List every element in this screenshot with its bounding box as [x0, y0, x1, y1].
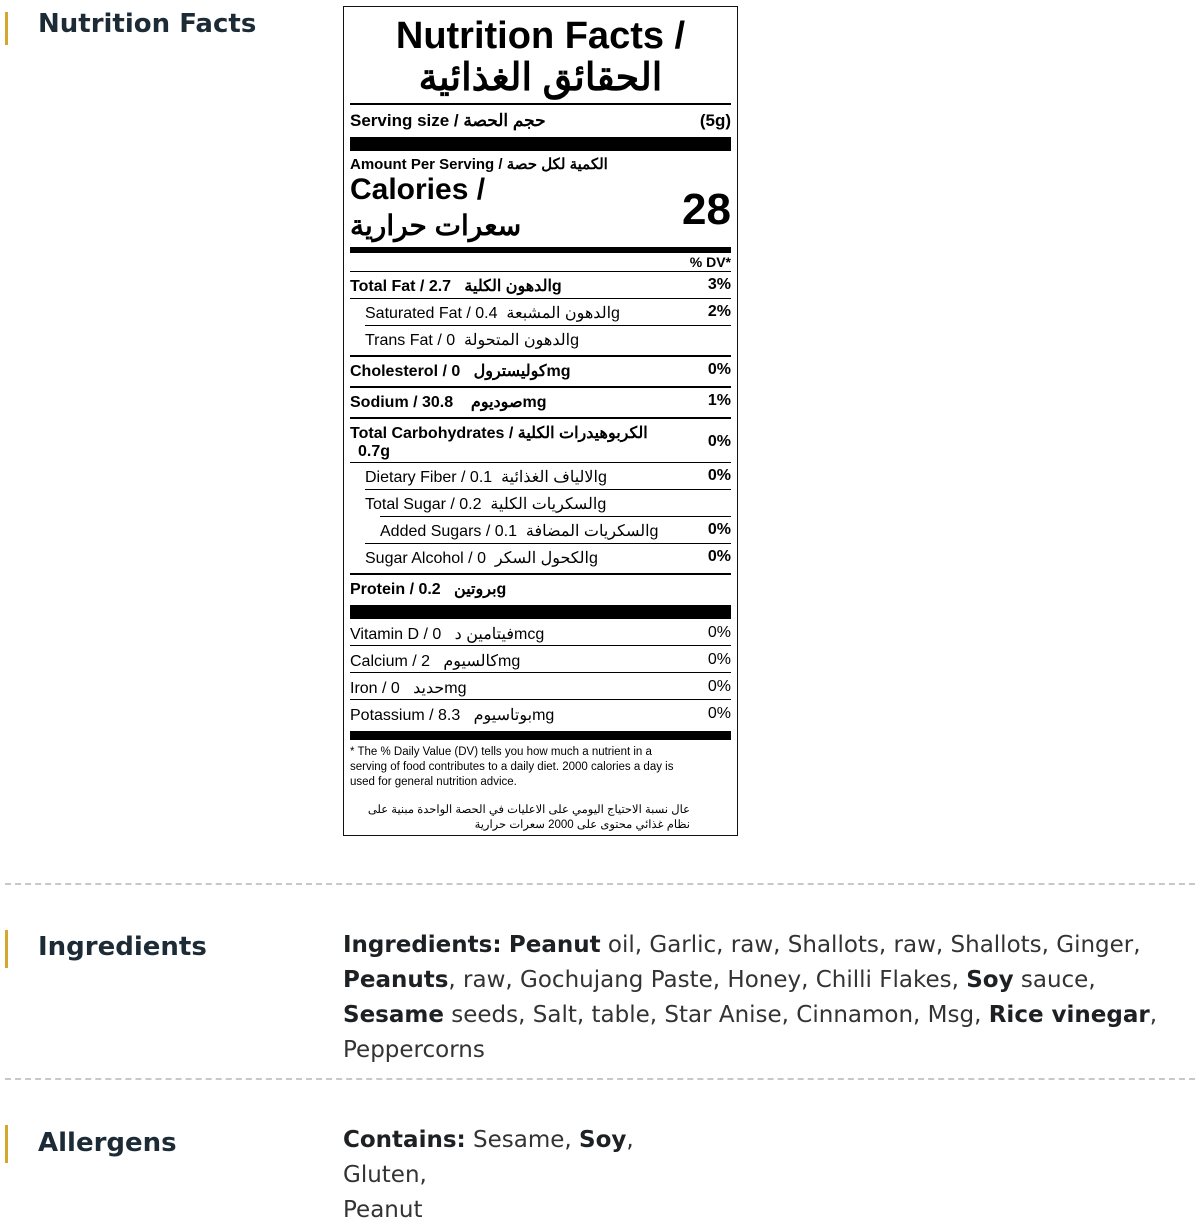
amount-per-serving: Amount Per Serving / الكمية لكل حصة [350, 156, 608, 173]
nutrient-dv: 0% [707, 548, 731, 565]
rule [350, 355, 731, 357]
nutrient-row [350, 494, 731, 514]
nutrient-name: Sugar Alcohol / الكحول السكر [365, 550, 589, 567]
section-divider [5, 1078, 1195, 1080]
thick-rule [350, 247, 731, 253]
vitamin-dv: 0% [707, 651, 731, 668]
nutrient-name: Sodium / صوديوم [350, 394, 523, 411]
thick-rule [350, 137, 731, 151]
serving-size-value: (5g) [699, 111, 731, 130]
ingredient-allergen: Peanuts [343, 967, 449, 993]
vitamin-row [350, 678, 731, 698]
nutrient-row [350, 467, 731, 487]
ingredient-allergen: Rice vinegar [988, 1002, 1150, 1028]
nutrient-row [350, 392, 731, 412]
rule [350, 417, 731, 419]
rule [350, 462, 731, 463]
nutrient-amount: 0g [446, 332, 579, 349]
section-title-allergens: Allergens [38, 1128, 177, 1158]
ingredient-allergen: Peanut [508, 932, 601, 958]
thick-rule [350, 605, 731, 619]
rule [350, 103, 731, 105]
nutrient-amount: 0.7g [358, 443, 391, 460]
nutrient-row [350, 361, 731, 381]
nutrition-facts-label [343, 6, 738, 836]
section-accent-bar [5, 1125, 8, 1163]
ingredient-text: seeds, Salt, table, Star Anise, Cinnamon, Msg, [443, 1002, 989, 1028]
vitamin-row [350, 624, 731, 644]
allergen-text: Sesame, [465, 1127, 580, 1153]
nutrient-name: Total Fat / الدهون الكلية [350, 278, 552, 295]
nutrient-row [350, 423, 731, 461]
vitamin-dv: 0% [707, 705, 731, 722]
ingredient-text: oil, Garlic, raw, Shallots, raw, Shallots, Ginger, [600, 932, 1141, 958]
nutrient-amount: 2.7g [428, 278, 562, 295]
nutrient-amount: 0.2g [418, 581, 507, 598]
section-title-ingredients: Ingredients [38, 932, 207, 962]
calories-value: 28 [682, 185, 731, 234]
nutrient-name: Saturated Fat / الدهون المشبعة [365, 305, 612, 322]
nutrient-dv: 0% [707, 361, 731, 378]
rule [350, 386, 731, 388]
calories-label-en: Calories / [350, 173, 486, 206]
vitamin-name: Calcium / كالسيوم [350, 653, 499, 670]
rule [350, 573, 731, 575]
nutrient-name: Total Sugar / السكريات الكلية [365, 496, 598, 513]
vitamin-row [350, 705, 731, 725]
nutrient-amount: 0.1g [469, 469, 607, 486]
section-title-nutrition: Nutrition Facts [38, 9, 257, 39]
nutrient-amount: 0.4g [475, 305, 620, 322]
ingredients-lead: Ingredients: [343, 932, 502, 958]
rule [365, 543, 731, 544]
ingredient-text: sauce, [1013, 967, 1096, 993]
section-accent-bar [5, 12, 8, 45]
nutrient-row [350, 548, 731, 568]
footnote-en: * The % Daily Value (DV) tells you how much a nutrient in a serving of food contributes to a daily diet. 2000 calories a day is used for general nutrition advice. [350, 746, 674, 788]
nutrient-dv: 0% [707, 433, 731, 450]
ingredients-text [343, 928, 1198, 1068]
serving-size-row [350, 111, 731, 131]
nutrient-name: Protein / بروتين [350, 581, 497, 598]
rule [350, 672, 731, 673]
nutrient-name: Added Sugars / السكريات المضافة [380, 523, 650, 540]
allergens-text [343, 1123, 703, 1228]
nutrient-name: Total Carbohydrates / الكربوهيدرات الكلية [350, 425, 648, 442]
vitamin-row [350, 651, 731, 671]
serving-size-label: Serving size / حجم الحصة [350, 111, 546, 130]
vitamin-dv: 0% [707, 624, 731, 641]
vitamin-name: Potassium / بوتاسيوم [350, 707, 533, 724]
ingredient-allergen: Sesame [343, 1002, 444, 1028]
allergen-text: , Gluten, [343, 1127, 634, 1188]
vitamin-amount: 8.3mg [438, 707, 555, 724]
dv-header: % DV* [689, 254, 731, 270]
nutrient-dv: 1% [707, 392, 731, 409]
vitamin-amount: 2mg [421, 653, 521, 670]
label-title-ar: الحقائق الغذائية [418, 57, 663, 99]
vitamin-name: Iron / حديد [350, 680, 445, 697]
nutrient-dv: 3% [707, 276, 731, 293]
section-accent-bar [5, 930, 8, 968]
nutrient-amount: 0g [477, 550, 598, 567]
allergen-text: Peanut [343, 1197, 423, 1223]
nutrient-dv: 0% [707, 467, 731, 484]
vitamin-amount: 0mg [390, 680, 467, 697]
nutrient-name: Dietary Fiber / الالياف الغذائية [365, 469, 598, 486]
thick-rule [350, 731, 731, 740]
calories-label-ar: سعرات حرارية [350, 210, 522, 241]
nutrient-amount: 0.2g [459, 496, 607, 513]
nutrient-row [350, 579, 731, 599]
rule [350, 298, 731, 299]
nutrient-amount: 0mg [451, 363, 571, 380]
footnote-ar: عال نسبة الاحتياج اليومي على الاعليات في الحصة الواحدة مبنية على نظام غذائي محتوى على 2000 سعرات حرارية [367, 804, 690, 831]
nutrient-amount: 0.1g [494, 523, 659, 540]
nutrient-row [350, 521, 731, 541]
allergen-bold: Soy [579, 1127, 627, 1153]
label-title-en: Nutrition Facts / [395, 15, 686, 57]
ingredient-text: , Peppercorns [343, 1002, 1158, 1063]
ingredient-allergen: Soy [966, 967, 1014, 993]
ingredient-text: , raw, Gochujang Paste, Honey, Chilli Flakes, [448, 967, 967, 993]
vitamin-dv: 0% [707, 678, 731, 695]
vitamin-amount: 0mcg [432, 626, 545, 643]
allergens-lead: Contains: [343, 1127, 466, 1153]
nutrient-name: Trans Fat / الدهون المتحولة [365, 332, 571, 349]
rule [350, 699, 731, 700]
vitamin-name: Vitamin D / فيتامين د [350, 626, 514, 643]
nutrient-row [350, 330, 731, 350]
nutrient-row [350, 303, 731, 323]
nutrient-dv: 2% [707, 303, 731, 320]
rule [380, 516, 731, 517]
nutrient-dv: 0% [707, 521, 731, 538]
rule [365, 325, 731, 326]
nutrient-amount: 30.8mg [422, 394, 547, 411]
nutrient-row [350, 276, 731, 296]
rule [350, 271, 731, 272]
section-divider [5, 883, 1195, 885]
rule [365, 489, 731, 490]
nutrient-name: Cholesterol / كوليسترول [350, 363, 547, 380]
rule [350, 645, 731, 646]
